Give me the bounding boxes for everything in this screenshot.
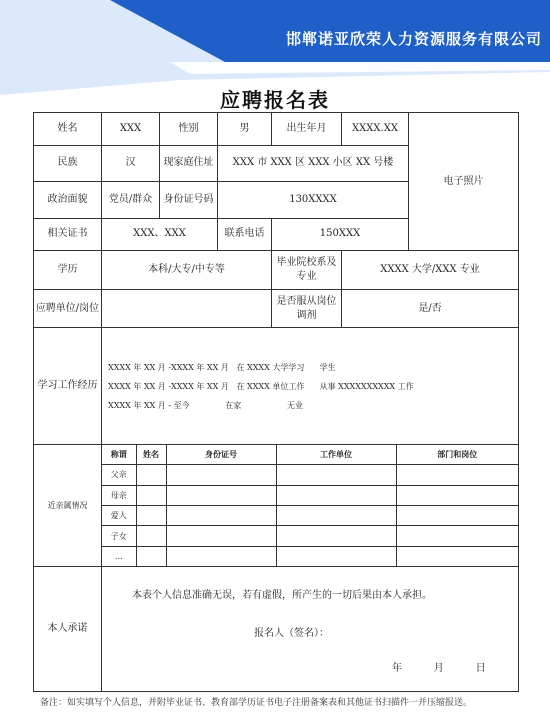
family-cell (396, 465, 518, 485)
family-cell (136, 465, 166, 485)
family-cell (166, 546, 276, 566)
family-relation: 爱人 (102, 506, 136, 526)
family-cell (276, 546, 396, 566)
name-value: XXX (102, 113, 160, 146)
family-relation: 父亲 (102, 465, 136, 485)
family-cell (276, 506, 396, 526)
family-cell (166, 465, 276, 485)
family-cell (166, 506, 276, 526)
experience-content (102, 328, 519, 445)
experience-line: XXXX 年 XX 月 -XXXX 年 XX 月 在 XXXX 单位工作 从事 XXXXXXXXXX 工作 (108, 381, 414, 391)
family-header: 工作单位 (276, 445, 396, 465)
family-cell (136, 506, 166, 526)
ethnic-value: 汉 (102, 145, 160, 182)
family-cell (276, 526, 396, 546)
form-title: 应聘报名表 (220, 88, 330, 112)
family-header: 身份证号 (166, 445, 276, 465)
address-label: 现家庭住址 (160, 145, 218, 182)
family-cell (396, 506, 518, 526)
birth-label: 出生年月 (272, 113, 342, 146)
family-header: 称谓 (102, 445, 136, 465)
family-cell (166, 485, 276, 505)
gender-value: 男 (218, 113, 272, 146)
family-relation: … (102, 546, 136, 566)
name-label: 姓名 (34, 113, 102, 146)
id-value: 130XXXX (218, 182, 409, 219)
cert-label: 相关证书 (34, 218, 102, 251)
cert-value: XXX、XXX (102, 218, 218, 251)
political-value: 党员/群众 (102, 182, 160, 219)
position-label: 应聘单位/岗位 (34, 289, 102, 328)
political-label: 政治面貌 (34, 182, 102, 219)
family-cell (276, 465, 396, 485)
edu-value: 本科/大专/中专等 (102, 251, 272, 290)
family-relation: 母亲 (102, 485, 136, 505)
id-label: 身份证号码 (160, 182, 218, 219)
signer-label: 报名人（签名）： (254, 628, 329, 640)
family-relation: 子女 (102, 526, 136, 546)
company-name: 邯郸诺亚欣荣人力资源服务有限公司 (285, 30, 542, 48)
footnote: 备注：如实填写个人信息，并附毕业证书、教育部学历证书电子注册备案表和其他证书扫描件一并压缩报送。 (40, 698, 473, 708)
family-cell (166, 526, 276, 546)
family-header: 部门和岗位 (396, 445, 518, 465)
family-cell (396, 485, 518, 505)
experience-label: 学习工作经历 (34, 328, 102, 445)
address-value: XXX 市 XXX 区 XXX 小区 XX 号楼 (218, 145, 409, 182)
birth-value: XXXX.XX (342, 113, 409, 146)
position-value (102, 289, 272, 328)
phone-value: 150XXX (272, 218, 409, 251)
family-cell (136, 526, 166, 546)
edu-label: 学历 (34, 251, 102, 290)
family-header: 姓名 (136, 445, 166, 465)
experience-line: XXXX 年 XX 月 -XXXX 年 XX 月 在 XXXX 大学学习 学生 (108, 362, 336, 372)
family-cell (136, 485, 166, 505)
assign-value: 是/否 (342, 289, 519, 328)
experience-line: XXXX 年 XX 月 - 至今 在家 无业 (108, 400, 303, 410)
family-cell (396, 546, 518, 566)
school-value: XXXX 大学/XXX 专业 (342, 251, 519, 290)
family-cell (136, 546, 166, 566)
family-cell (396, 526, 518, 546)
family-cell (276, 485, 396, 505)
family-table-cell (102, 445, 519, 567)
family-label: 近亲属情况 (34, 445, 102, 567)
promise-label: 本人承诺 (34, 567, 102, 692)
assign-label: 是否服从岗位调剂 (272, 289, 342, 328)
family-table (102, 445, 518, 566)
promise-cell (102, 567, 519, 692)
date-label: 年 月 日 (392, 663, 486, 675)
promise-text: 本表个人信息准确无误，若有虚假，所产生的一切后果由本人承担。 (132, 590, 432, 602)
gender-label: 性别 (160, 113, 218, 146)
photo-cell: 电子照片 (409, 113, 519, 251)
application-form-table (33, 112, 519, 692)
phone-label: 联系电话 (218, 218, 272, 251)
school-label: 毕业院校系及专业 (272, 251, 342, 290)
ethnic-label: 民族 (34, 145, 102, 182)
